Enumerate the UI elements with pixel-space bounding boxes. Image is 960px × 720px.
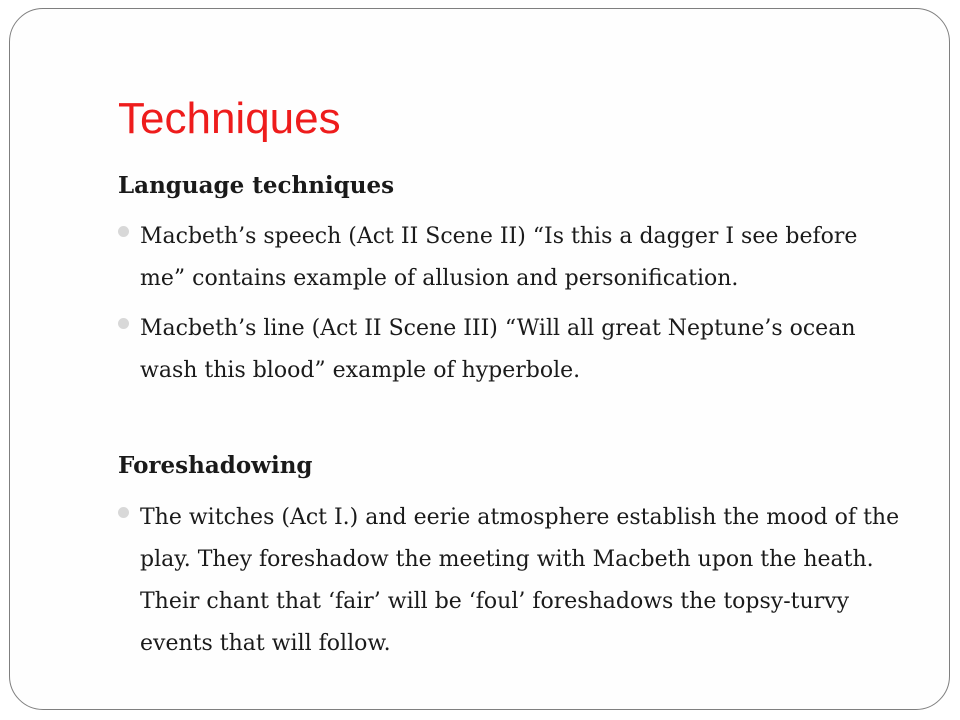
bullet-item-witches [118,497,908,665]
bullet-dot-icon [118,226,129,237]
bullet-item-dagger-speech [118,216,908,300]
bullet-dot-icon [118,507,129,518]
bullet-item-neptune-line [118,308,908,392]
bullet-text: The witches (Act I.) and eerie atmosphere establish the mood of the play. They foreshadow the meeting with Macbeth upon the heath. Their chant that ‘fair’ will be ‘foul’ foreshadows the topsy-turvy events that will follow. [140,505,900,656]
section-heading-language-techniques: Language techniques [118,172,395,199]
bullet-text: Macbeth’s speech (Act II Scene II) “Is this a dagger I see before me” contains example of allusion and personification. [140,224,858,291]
section-heading-foreshadowing: Foreshadowing [118,452,313,479]
slide-title: Techniques [118,94,341,143]
bullet-dot-icon [118,318,129,329]
slide-frame [9,8,950,710]
bullet-text: Macbeth’s line (Act II Scene III) “Will all great Neptune’s ocean wash this blood” example of hyperbole. [140,316,856,383]
